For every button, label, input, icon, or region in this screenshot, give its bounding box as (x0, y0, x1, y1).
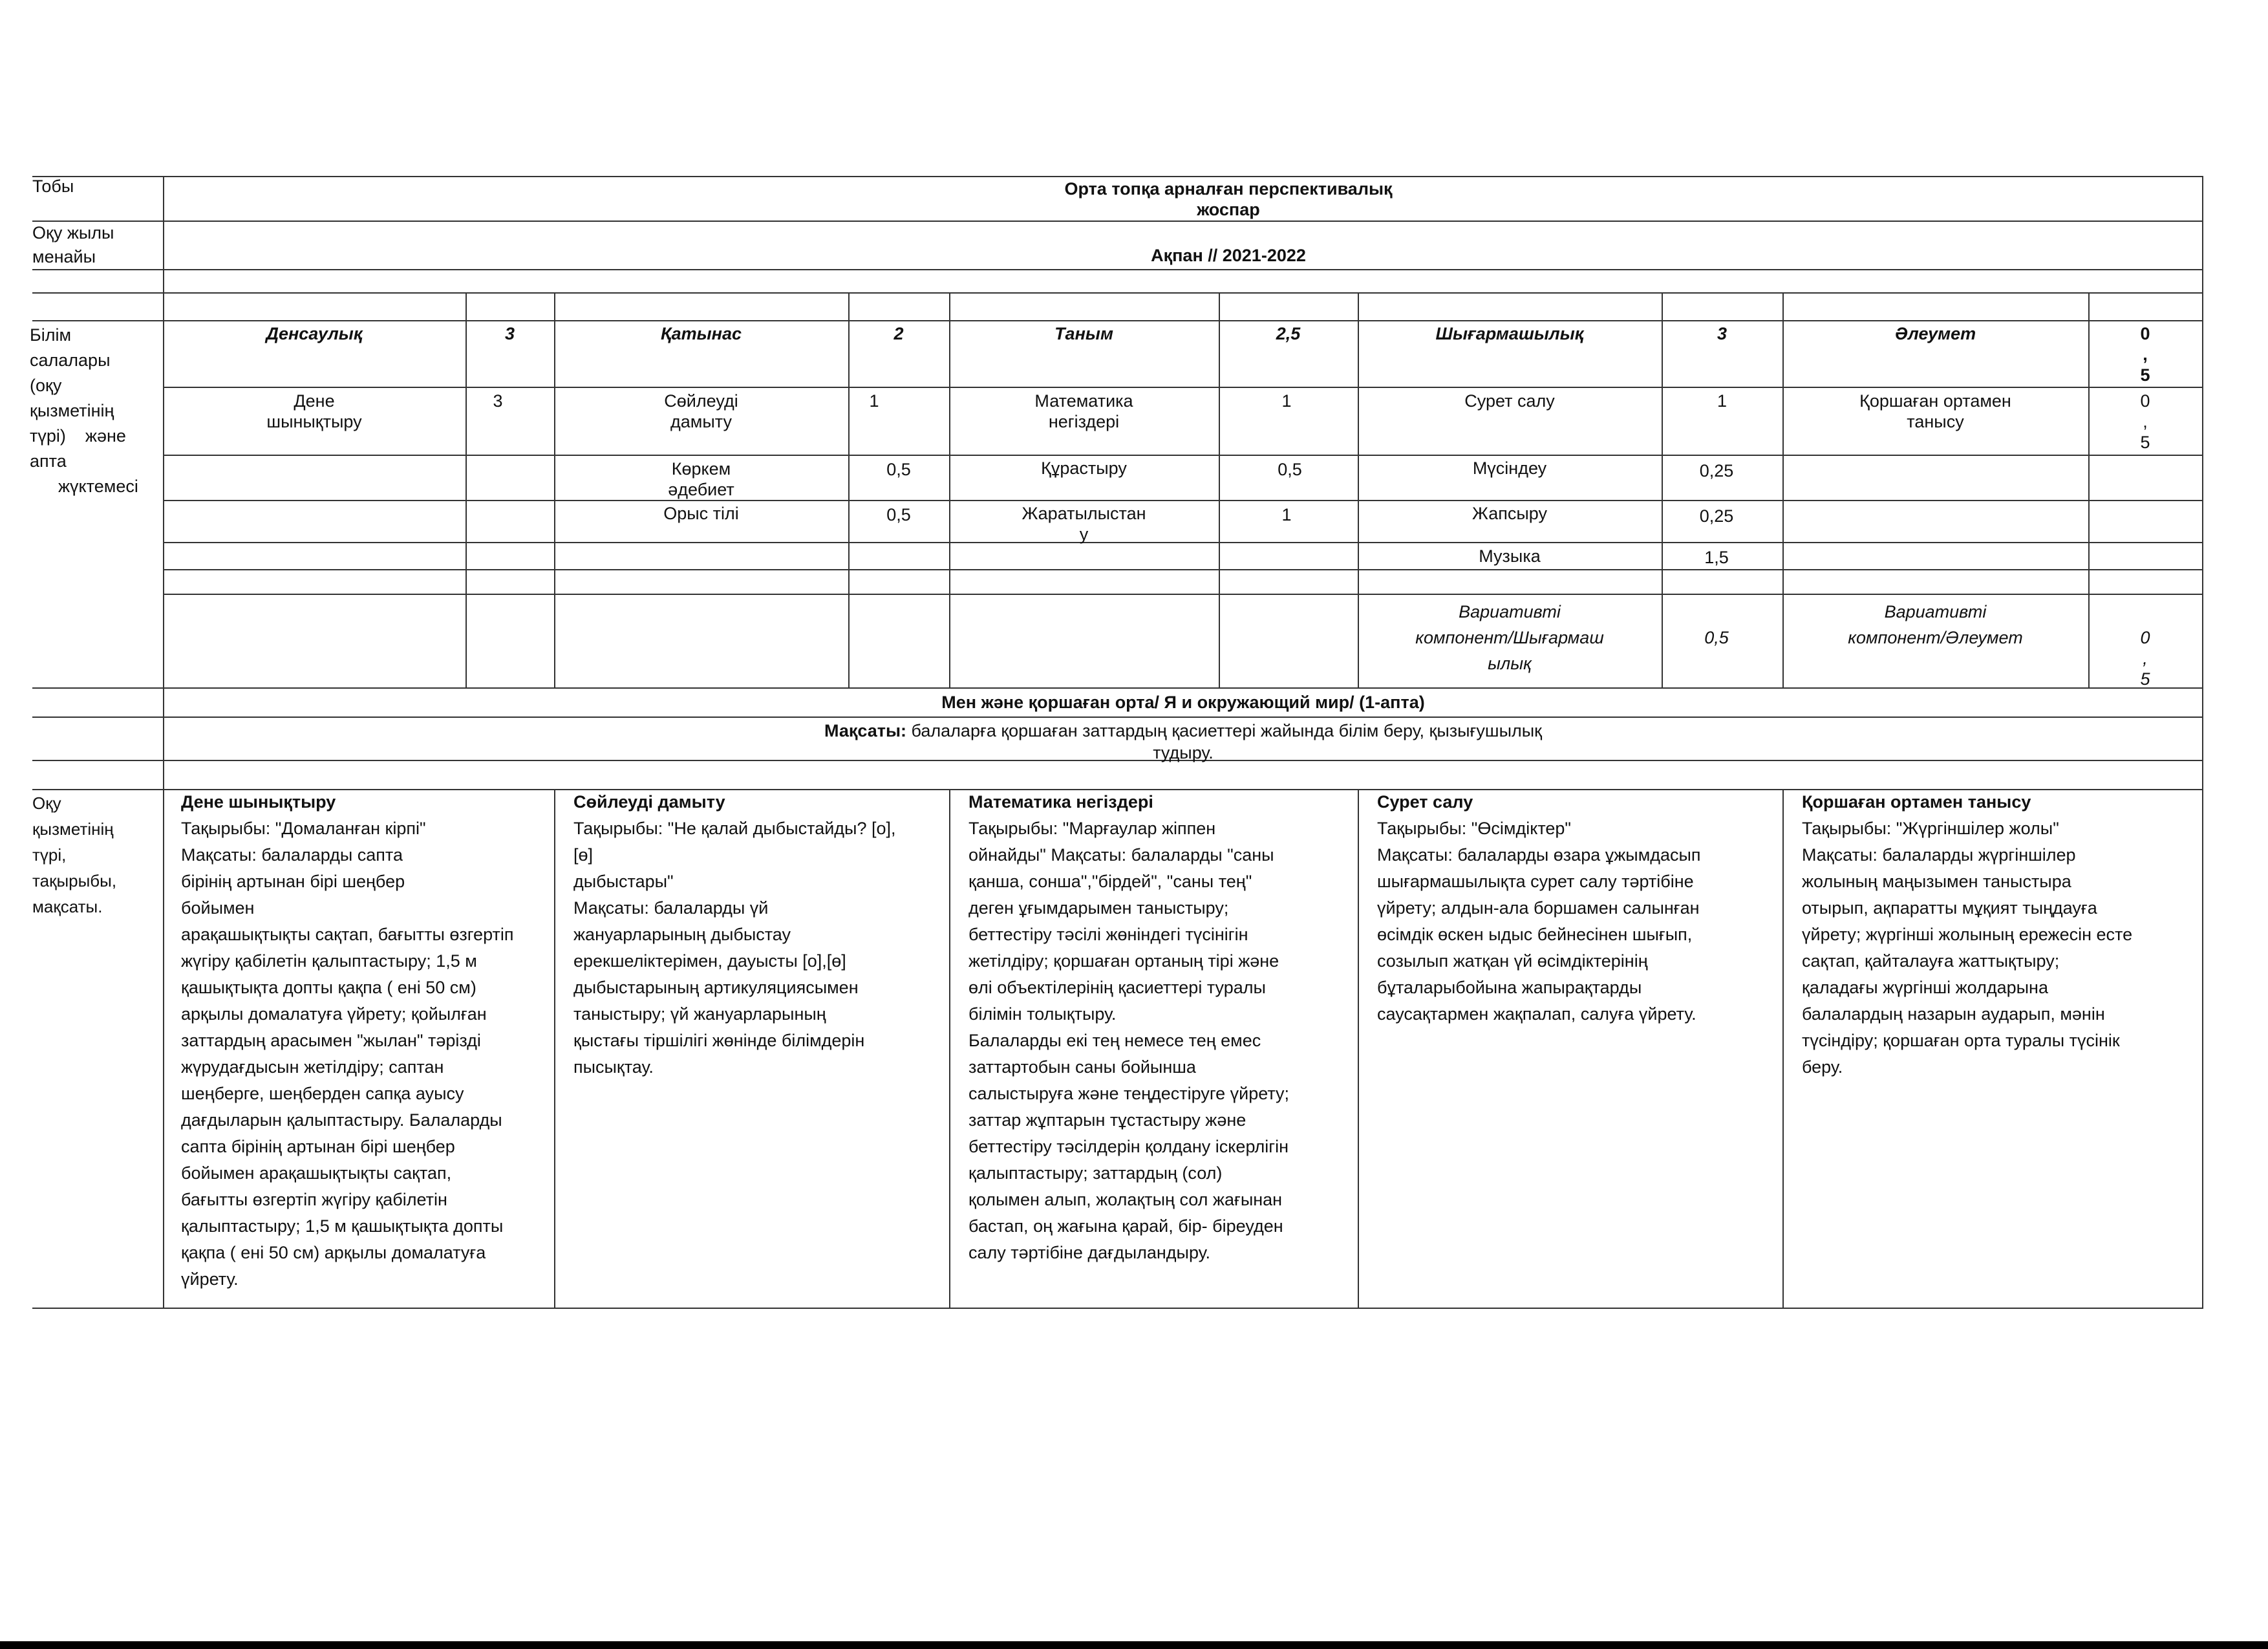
subject-applique: Жапсыру (1472, 504, 1547, 523)
subject-music: Музыка (1479, 546, 1541, 566)
variative-social-hours: 0 , 5 (2140, 628, 2150, 689)
month-year: Ақпан // 2021-2022 (1151, 246, 1306, 265)
subject-drawing: Сурет салу (1464, 391, 1555, 411)
area-communication-load: 2 (893, 324, 904, 343)
subject-construction: Құрастыру (1041, 458, 1127, 478)
subject-literature: Көркем әдебиет (668, 459, 734, 499)
activity-environment: Қоршаған ортамен танысу Тақырыбы: "Жүргіншілер жолы" Мақсаты: балаларды жүргіншілер жолының маңызымен таныстыра отырып, ақпаратты мұқият тыңдауға үйрету; жүргінші жолының ережесін есте сақтап, қайталауға жаттықтыру; қаладағы жүргінші жолдарына балалардың назарын аударып, мәнін түсіндіру; қоршаған орта туралы түсінік беру. (1802, 792, 2133, 1077)
variative-creativity: Вариативті компонент/Шығармаш ылық (1415, 602, 1604, 673)
hours-russian: 0,5 (886, 505, 911, 524)
subject-physical-education: Дене шынықтыру (266, 391, 362, 431)
hours-speech: 1 (869, 391, 879, 411)
area-communication: Қатынас (660, 324, 742, 343)
subject-environment: Қоршаған ортамен танысу (1859, 391, 2011, 431)
plan-title: Орта топқа арналған перспективалық (1064, 179, 1393, 199)
subject-speech: Сөйлеуді дамыту (664, 391, 738, 431)
activity-physical-education: Дене шынықтыру Тақырыбы: "Домаланған кірпі" Мақсаты: балаларды сапта бірінің артынан бірі шеңбер бойымен арақашықтықты сақтап, бағытты өзгертіп жүгіру қабілетін қалыптастыру; 1,5 м қашықтықта допты қақпа ( ені 50 см) арқылы домалатуға үйрету; қойылған заттардың арасымен "жылан" тәрізді жүрудағдысын жетілдіру; саптан шеңберге, шеңберден сапқа ауысу дағдыларын қалыптастыру. Балаларды сапта бірінің артынан бірі шеңбер бойымен арақашықтықты сақтап, бағытты өзгертіп жүгіру қабілетін қалыптастыру; 1,5 м қашықтықта допты қақпа ( ені 50 см) арқылы домалатуға үйрету. (181, 792, 514, 1289)
area-creativity-load: 3 (1717, 324, 1728, 343)
area-health: Денсаулық (266, 324, 363, 343)
week-goal-line2: тудыру. (1153, 743, 1214, 762)
hours-literature: 0,5 (886, 460, 911, 479)
hours-construction: 0,5 (1278, 460, 1302, 479)
activity-drawing: Сурет салу Тақырыбы: "Өсімдіктер" Мақсаты: балаларды өзара ұжымдасып шығармашылықта сурет салу тәртібіне үйрету; алдын-ала боршамен салынған өсімдік өскен ыдыс бейнесінен шығып, созылып жатқан үй өсімдіктерінің бұталарыбойына жапырақтарды саусақтармен жақпалап, салуға үйрету. (1377, 792, 1701, 1024)
area-creativity: Шығармашылық (1435, 324, 1584, 343)
hours-modeling: 0,25 (1699, 461, 1734, 480)
hours-physical-education: 3 (493, 391, 503, 411)
subject-math: Математика негіздері (1034, 391, 1133, 431)
area-cognition-load: 2,5 (1276, 324, 1301, 343)
hours-math: 1 (1281, 391, 1292, 411)
week-theme: Мен және қоршаған орта/ Я и окружающий мир/ (1-апта) (941, 693, 1425, 712)
subject-modeling: Мүсіндеу (1472, 458, 1547, 478)
activity-math: Математика негіздері Тақырыбы: "Марғаулар жіппен ойнайды" Мақсаты: балаларды "саны қанша, сонша","бірдей", "саны тең" деген ұғымдарымен таныстыру; беттестіру тәсілі жөніндегі түсінігін жетілдіру; қоршаған ортаның тірі және өлі объектілерінің қасиеттері туралы білімін толықтыру. Балаларды екі тең немесе тең емес заттартобын саны бойынша салыстыруға және теңдестіруге үйрету; заттар жұптарын тұстастыру және беттестіру тәсілдерін қолдану іскерлігін қалыптастыру; заттардың (сол) қолымен алып, жолақтың сол жағынан бастап, оң жағына қарай, бір- біреуден салу тәртібіне дағдыландыру. (968, 792, 1290, 1262)
hours-environment: 0 , 5 (2140, 391, 2150, 452)
plan-subtitle: жоспар (1197, 200, 1260, 219)
label-group: Тобы (32, 177, 74, 196)
area-health-load: 3 (504, 324, 515, 343)
hours-applique: 0,25 (1699, 506, 1734, 526)
label-month: менайы (32, 247, 96, 266)
variative-creativity-hours: 0,5 (1704, 628, 1729, 647)
scan-edge-bar (0, 1641, 2268, 1649)
area-cognition: Таным (1054, 324, 1113, 343)
area-social: Әлеумет (1894, 324, 1976, 343)
hours-nature: 1 (1281, 505, 1292, 524)
hours-drawing: 1 (1717, 391, 1728, 411)
subject-nature: Жаратылыстан у (1022, 504, 1146, 544)
subject-russian: Орыс тілі (663, 504, 739, 523)
week-goal: Мақсаты: балаларға қоршаған заттардың қасиеттері жайында білім беру, қызығушылық (824, 721, 1542, 740)
activity-speech: Сөйлеуді дамыту Тақырыбы: "Не қалай дыбыстайды? [о], [ө] дыбыстары" Мақсаты: балаларды үй жануарларының дыбыстау ерекшеліктерімен, дауысты [о],[ө] дыбыстарының артикуляциясымен таныстыру; үй жануарларының қыстағы тіршілігі жөнінде білімдерін пысықтау. (573, 792, 896, 1077)
variative-social: Вариативті компонент/Әлеумет (1848, 602, 2023, 647)
hours-music: 1,5 (1704, 548, 1729, 567)
label-year: Оқу жылы (32, 223, 114, 242)
area-social-load: 0 , 5 (2140, 324, 2150, 385)
